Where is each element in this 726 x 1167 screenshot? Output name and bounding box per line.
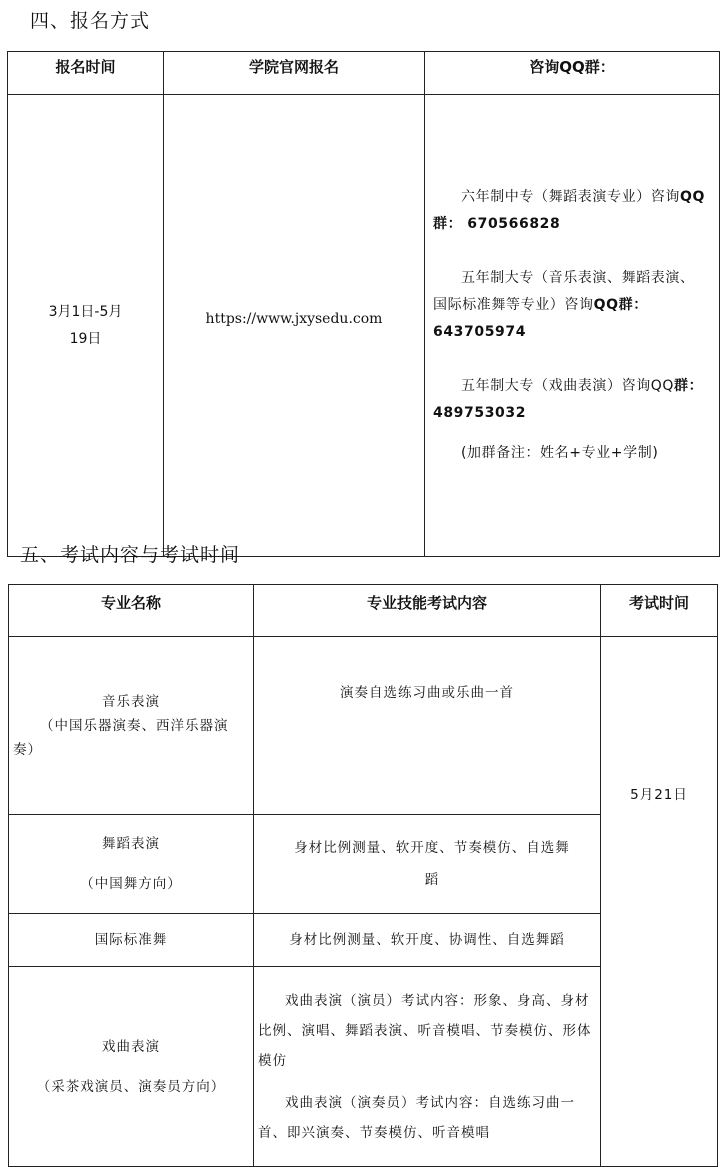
qq-group-item: 五年制大专（戏曲表演）咨询QQ群：489753032	[433, 378, 704, 421]
header-website-registration: 学院官网报名	[164, 52, 425, 95]
header-qq-groups: 咨询QQ群：	[425, 52, 720, 95]
major-name: 音乐表演	[102, 693, 160, 710]
exam-content-musician: 戏曲表演（演奏员）考试内容：自选练习曲一首、即兴演奏、节奏模仿、听音模唱	[258, 1094, 575, 1141]
qq-number[interactable]: 643705974	[433, 324, 527, 340]
registration-time-line2: 19日	[69, 330, 102, 347]
major-direction: （采茶戏演员、演奏员方向）	[36, 1078, 226, 1095]
exam-time-cell: 5月21日	[601, 637, 718, 1167]
exam-content-actor: 戏曲表演（演员）考试内容：形象、身高、身材比例、演唱、舞蹈表演、听音模唱、节奏模仿、形体模仿	[258, 992, 592, 1069]
exam-content-cell: 演奏自选练习曲或乐曲一首	[254, 637, 601, 815]
exam-content-cell: 身材比例测量、软开度、协调性、自选舞蹈	[254, 914, 601, 967]
registration-header-row	[8, 52, 720, 95]
exam-content-cell: 身材比例测量、软开度、节奏模仿、自选舞蹈	[254, 815, 601, 914]
table-row	[9, 637, 718, 815]
section-4-heading: 四、报名方式	[30, 10, 151, 32]
qq-group-note: (加群备注：姓名+专业+学制)	[461, 445, 659, 461]
registration-time-line1: 3月1日-5月	[48, 303, 123, 320]
section-5-heading: 五、考试内容与考试时间	[20, 544, 241, 566]
major-name: 舞蹈表演	[102, 836, 160, 852]
exam-content-cell	[254, 967, 601, 1167]
major-cell	[9, 967, 254, 1167]
qq-number[interactable]: 670566828	[467, 216, 561, 232]
major-direction: （中国乐器演奏、西洋乐器演奏）	[13, 717, 229, 758]
header-exam-content: 专业技能考试内容	[254, 585, 601, 637]
registration-url-cell	[164, 95, 425, 557]
registration-row	[8, 95, 720, 557]
major-name: 戏曲表演	[102, 1038, 160, 1055]
major-name: 国际标准舞	[94, 932, 168, 948]
qq-number[interactable]: 489753032	[433, 405, 527, 421]
qq-groups-cell	[425, 95, 720, 557]
registration-url-link[interactable]: https://www.jxysedu.com	[205, 310, 383, 327]
major-cell	[9, 637, 254, 815]
qq-group-item: 五年制大专（音乐表演、舞蹈表演、国际标准舞等专业）咨询QQ群：643705974	[433, 270, 695, 340]
registration-table	[7, 51, 720, 557]
exam-table	[8, 584, 718, 1167]
header-registration-time: 报名时间	[8, 52, 164, 95]
header-exam-time: 考试时间	[601, 585, 718, 637]
major-direction: （中国舞方向）	[80, 876, 182, 892]
major-cell	[9, 815, 254, 914]
header-major-name: 专业名称	[9, 585, 254, 637]
exam-header-row	[9, 585, 718, 637]
registration-time-cell	[8, 95, 164, 557]
qq-group-item: 六年制中专（舞蹈表演专业）咨询QQ群： 670566828	[433, 189, 706, 232]
major-cell	[9, 914, 254, 967]
